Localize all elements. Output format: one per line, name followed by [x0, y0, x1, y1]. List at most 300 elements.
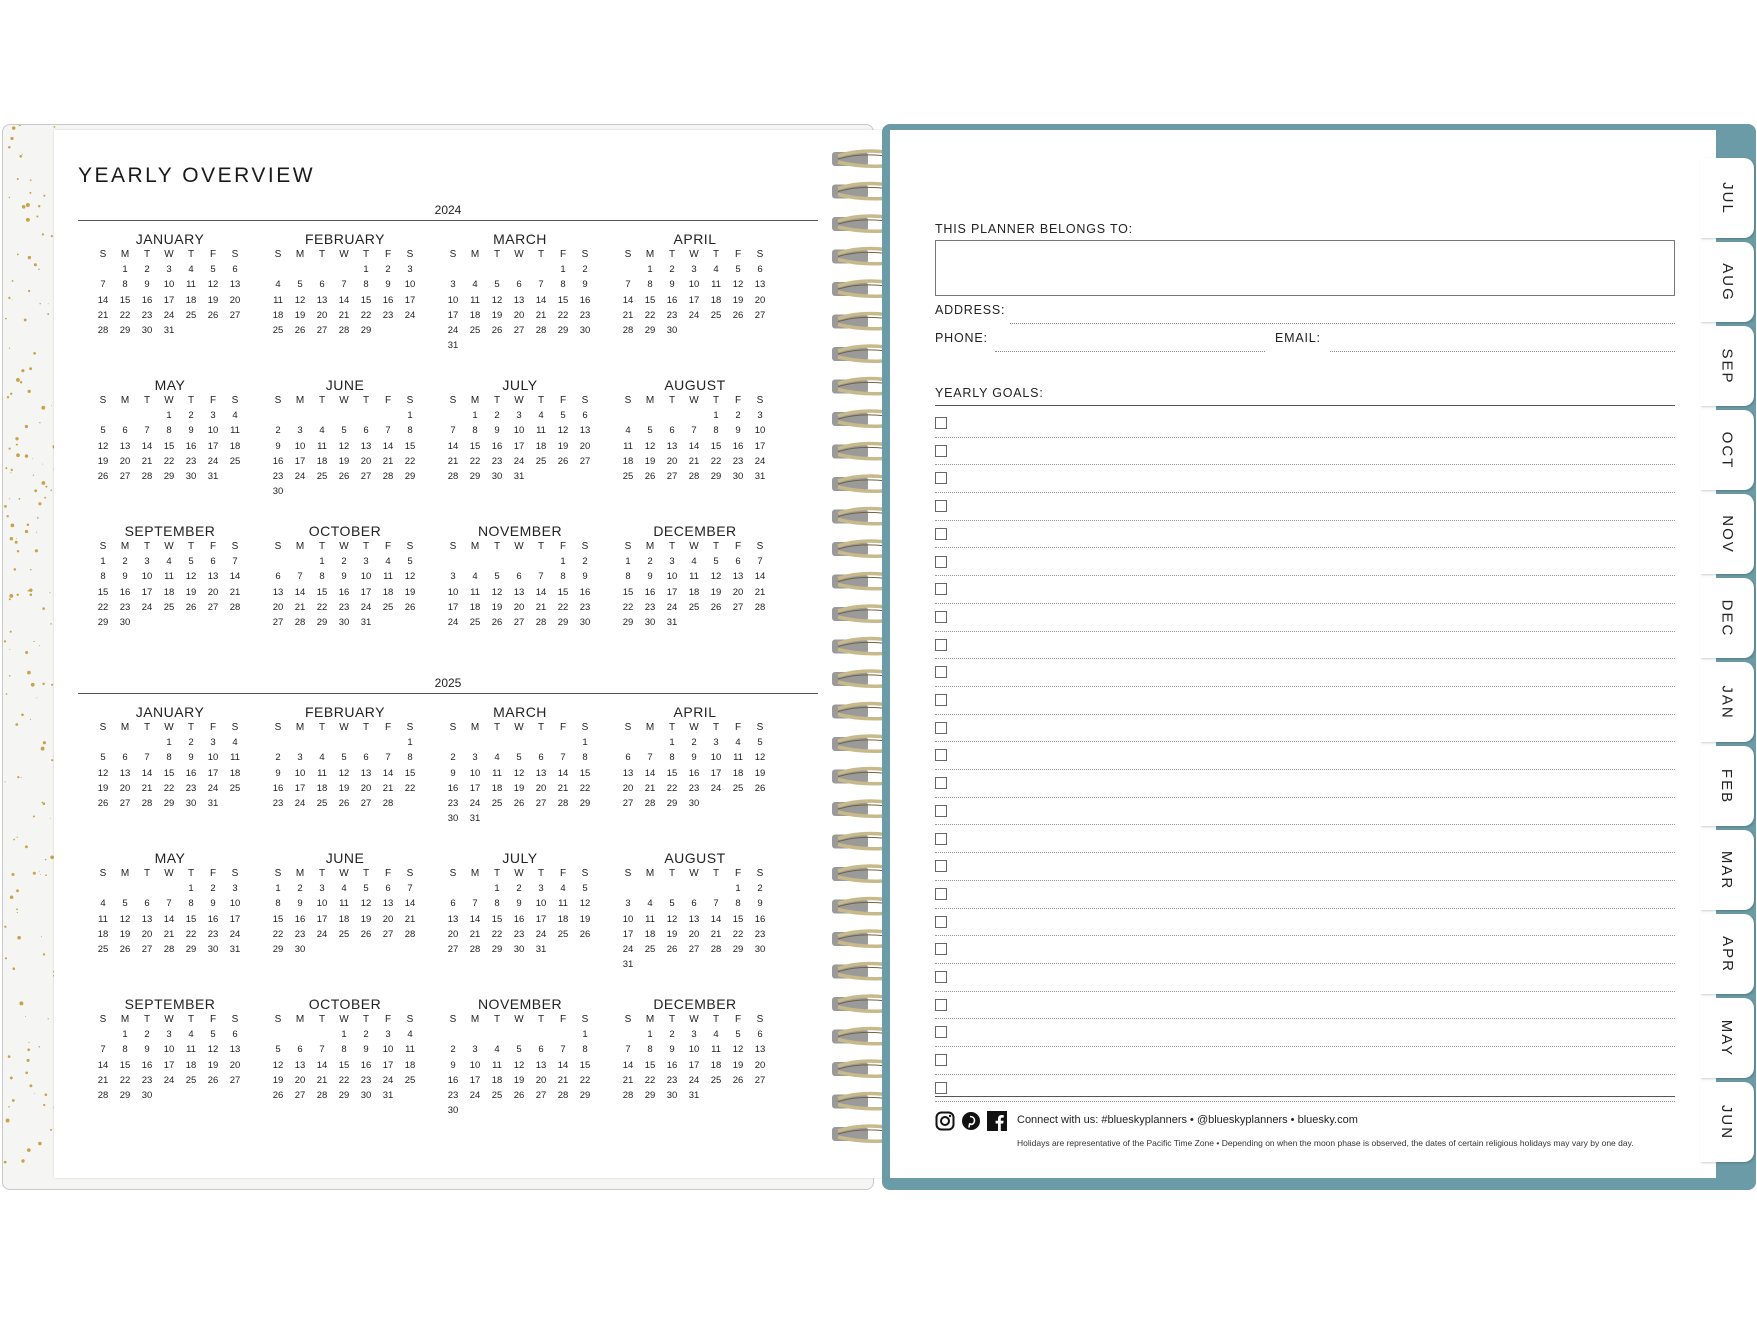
day-number: 27: [535, 1089, 547, 1101]
tab-apr[interactable]: [1700, 914, 1754, 994]
goal-checkbox[interactable]: [935, 749, 947, 761]
day-number: 19: [97, 455, 109, 467]
email-line[interactable]: [1330, 351, 1675, 352]
goal-checkbox[interactable]: [935, 500, 947, 512]
weekday-header: S: [624, 249, 632, 260]
speckle-dot: [17, 253, 19, 255]
weekday-header: T: [537, 868, 545, 879]
goal-checkbox[interactable]: [935, 445, 947, 457]
weekday-header: S: [624, 868, 632, 879]
email-label: EMAIL:: [1275, 331, 1321, 345]
day-number: 23: [447, 797, 459, 809]
day-number: 10: [447, 586, 459, 598]
day-number: 20: [732, 586, 744, 598]
day-number: 19: [360, 913, 372, 925]
day-number: 28: [535, 324, 547, 336]
day-number: 17: [622, 928, 634, 940]
speckle-dot: [28, 390, 31, 393]
speckle-dot: [21, 1159, 24, 1162]
day-number: 27: [754, 1074, 766, 1086]
speckle-dot: [15, 541, 18, 544]
speckle-dot: [42, 481, 46, 485]
day-number: 31: [207, 797, 219, 809]
day-number: 28: [382, 797, 394, 809]
day-number: 3: [450, 571, 456, 583]
speckle-dot: [34, 489, 37, 492]
day-number: 8: [713, 425, 719, 437]
speckle-dot: [27, 671, 31, 675]
day-number: 23: [666, 1074, 678, 1086]
weekday-header: T: [712, 395, 720, 406]
day-number: 23: [360, 1074, 372, 1086]
speckle-dot: [16, 538, 17, 539]
day-number: 31: [207, 470, 219, 482]
day-number: 25: [316, 470, 328, 482]
month-name: NOVEMBER: [477, 523, 563, 539]
day-number: 26: [644, 470, 656, 482]
address-line[interactable]: [1010, 323, 1675, 324]
month-calendar: [261, 704, 429, 836]
day-number: 5: [188, 556, 194, 568]
goal-row[interactable]: [935, 576, 1675, 604]
day-number: 22: [557, 309, 569, 321]
day-number: 28: [754, 601, 766, 613]
weekday-header: W: [339, 1014, 349, 1025]
day-number: 8: [669, 752, 675, 764]
speckle-dot: [39, 303, 40, 304]
day-number: 29: [185, 943, 197, 955]
weekday-header: S: [406, 395, 414, 406]
day-number: 15: [185, 913, 197, 925]
tab-jan[interactable]: [1700, 662, 1754, 742]
goal-checkbox[interactable]: [935, 777, 947, 789]
day-number: 15: [272, 913, 284, 925]
day-number: 2: [275, 752, 281, 764]
goal-checkbox[interactable]: [935, 472, 947, 484]
day-number: 2: [516, 883, 522, 895]
day-number: 8: [582, 752, 588, 764]
day-number: 12: [294, 294, 306, 306]
day-number: 5: [297, 279, 303, 291]
weekday-header: M: [120, 722, 130, 733]
tab-aug[interactable]: [1700, 242, 1754, 322]
empty-day: [508, 262, 530, 277]
goal-checkbox[interactable]: [935, 1054, 947, 1066]
goal-checkbox[interactable]: [935, 694, 947, 706]
tab-label: MAY: [1718, 1019, 1736, 1057]
weekday-header: S: [756, 395, 764, 406]
tab-feb[interactable]: [1700, 746, 1754, 826]
pinterest-icon[interactable]: [961, 1111, 981, 1131]
day-number: 4: [713, 1029, 719, 1041]
goal-row[interactable]: [935, 742, 1675, 770]
day-number: 3: [232, 883, 238, 895]
speckle-dot: [53, 126, 55, 128]
goal-row[interactable]: [935, 909, 1675, 937]
day-number: 29: [316, 616, 328, 628]
day-number: 3: [210, 737, 216, 749]
weekday-header: M: [645, 395, 655, 406]
day-number: 26: [732, 1074, 744, 1086]
goal-row[interactable]: [935, 632, 1675, 660]
day-number: 1: [407, 737, 413, 749]
day-number: 29: [119, 324, 131, 336]
day-number: 24: [754, 455, 766, 467]
day-number: 1: [735, 883, 741, 895]
day-number: 15: [163, 767, 175, 779]
day-number: 27: [732, 601, 744, 613]
goal-checkbox[interactable]: [935, 833, 947, 845]
day-number: 27: [447, 943, 459, 955]
day-number: 1: [122, 1029, 128, 1041]
goal-checkbox[interactable]: [935, 999, 947, 1011]
tab-nov[interactable]: [1700, 494, 1754, 574]
weekday-header: T: [143, 395, 151, 406]
day-number: 14: [622, 294, 634, 306]
speckle-dot: [27, 1059, 30, 1062]
weekday-header: S: [274, 1014, 282, 1025]
day-number: 26: [754, 782, 766, 794]
goal-row[interactable]: [935, 770, 1675, 798]
day-number: 24: [141, 601, 153, 613]
day-number: 24: [710, 782, 722, 794]
day-number: 4: [625, 425, 631, 437]
speckle-dot: [29, 192, 31, 194]
day-number: 4: [647, 898, 653, 910]
goal-row[interactable]: [935, 410, 1675, 438]
speckle-dot: [45, 486, 47, 488]
day-number: 21: [688, 455, 700, 467]
day-number: 28: [294, 616, 306, 628]
speckle-dot: [13, 839, 15, 841]
tab-may[interactable]: [1700, 998, 1754, 1078]
day-number: 9: [669, 1044, 675, 1056]
weekday-header: T: [318, 868, 326, 879]
day-number: 9: [275, 440, 281, 452]
day-number: 23: [141, 1074, 153, 1086]
day-number: 30: [754, 943, 766, 955]
day-number: 21: [141, 782, 153, 794]
empty-day: [289, 262, 311, 277]
day-number: 16: [666, 294, 678, 306]
goal-checkbox[interactable]: [935, 583, 947, 595]
speckle-dot: [16, 594, 18, 596]
speckle-dot: [33, 815, 35, 817]
speckle-dot: [24, 318, 27, 321]
month-calendar: [436, 850, 604, 982]
tab-dec[interactable]: [1700, 578, 1754, 658]
day-number: 30: [119, 616, 131, 628]
goal-checkbox[interactable]: [935, 971, 947, 983]
day-number: 26: [557, 455, 569, 467]
month-name: SEPTEMBER: [124, 523, 216, 539]
tab-oct[interactable]: [1700, 410, 1754, 490]
day-number: 1: [319, 556, 325, 568]
speckle-dot: [36, 532, 37, 533]
day-number: 11: [689, 571, 699, 583]
day-number: 13: [119, 767, 131, 779]
day-number: 25: [710, 1074, 722, 1086]
goal-checkbox[interactable]: [935, 860, 947, 872]
day-number: 24: [207, 782, 219, 794]
day-number: 2: [341, 556, 347, 568]
weekday-header: T: [318, 1014, 326, 1025]
day-number: 9: [188, 752, 194, 764]
weekday-header: W: [689, 868, 699, 879]
day-number: 12: [185, 571, 197, 583]
goal-row[interactable]: [935, 438, 1675, 466]
weekday-header: S: [99, 1014, 107, 1025]
goal-checkbox[interactable]: [935, 1082, 947, 1094]
tab-mar[interactable]: [1700, 830, 1754, 910]
day-number: 1: [647, 264, 653, 276]
goal-checkbox[interactable]: [935, 916, 947, 928]
speckle-dot: [12, 299, 13, 300]
day-number: 16: [491, 440, 503, 452]
day-number: 25: [272, 324, 284, 336]
day-number: 24: [622, 943, 634, 955]
day-number: 23: [579, 309, 591, 321]
weekday-header: S: [406, 1014, 414, 1025]
goal-checkbox[interactable]: [935, 417, 947, 429]
day-number: 14: [229, 571, 241, 583]
speckle-dot: [9, 197, 10, 198]
day-number: 12: [710, 571, 722, 583]
goal-row[interactable]: [935, 465, 1675, 493]
day-number: 6: [516, 571, 522, 583]
goal-row[interactable]: [935, 687, 1675, 715]
day-number: 25: [469, 616, 481, 628]
goal-checkbox[interactable]: [935, 943, 947, 955]
weekday-header: F: [384, 868, 392, 879]
day-number: 1: [166, 410, 172, 422]
day-number: 27: [754, 309, 766, 321]
day-number: 22: [469, 455, 481, 467]
day-number: 27: [229, 309, 241, 321]
goal-row[interactable]: [935, 659, 1675, 687]
phone-line[interactable]: [995, 351, 1265, 352]
weekday-header: S: [756, 868, 764, 879]
day-number: 8: [341, 1044, 347, 1056]
month-calendar: [436, 231, 604, 363]
goal-row[interactable]: [935, 1075, 1675, 1103]
day-number: 21: [141, 455, 153, 467]
goal-row[interactable]: [935, 715, 1675, 743]
year-block-2025: [78, 675, 818, 1128]
speckle-dot: [43, 953, 45, 955]
empty-day: [289, 735, 311, 750]
speckle-dot: [29, 367, 32, 370]
day-number: 12: [644, 440, 656, 452]
goal-row[interactable]: [935, 936, 1675, 964]
speckle-dot: [30, 179, 32, 181]
facebook-icon[interactable]: [987, 1111, 1007, 1131]
weekday-header: M: [470, 868, 480, 879]
day-number: 30: [513, 943, 525, 955]
tab-label: MAR: [1718, 850, 1736, 890]
day-number: 11: [98, 913, 108, 925]
speckle-dot: [27, 524, 30, 527]
goal-row[interactable]: [935, 853, 1675, 881]
goal-row[interactable]: [935, 1019, 1675, 1047]
weekday-header: S: [231, 249, 239, 260]
day-number: 14: [97, 294, 109, 306]
day-number: 21: [97, 309, 109, 321]
goal-checkbox[interactable]: [935, 888, 947, 900]
weekday-header: S: [231, 722, 239, 733]
speckle-dot: [10, 895, 14, 899]
day-number: 15: [710, 440, 722, 452]
tab-jun[interactable]: [1700, 1082, 1754, 1162]
address-label: ADDRESS:: [935, 303, 1006, 317]
goal-row[interactable]: [935, 1047, 1675, 1075]
tab-sep[interactable]: [1700, 326, 1754, 406]
day-number: 30: [185, 797, 197, 809]
month-name: OCTOBER: [308, 996, 382, 1012]
goal-row[interactable]: [935, 604, 1675, 632]
empty-day: [289, 1027, 311, 1042]
day-number: 7: [647, 752, 653, 764]
day-number: 10: [294, 440, 306, 452]
weekday-header: F: [209, 868, 217, 879]
goal-row[interactable]: [935, 549, 1675, 577]
day-number: 8: [122, 279, 128, 291]
weekday-header: F: [384, 249, 392, 260]
weekday-header: S: [99, 722, 107, 733]
speckle-dot: [38, 1142, 42, 1146]
day-number: 23: [272, 797, 284, 809]
day-number: 25: [229, 782, 241, 794]
day-number: 5: [494, 571, 500, 583]
empty-day: [92, 735, 114, 750]
day-number: 13: [447, 913, 459, 925]
goal-checkbox[interactable]: [935, 639, 947, 651]
month-calendar: [261, 850, 429, 982]
weekday-header: F: [734, 249, 742, 260]
day-number: 28: [535, 616, 547, 628]
day-number: 4: [407, 1029, 413, 1041]
month-name: JANUARY: [135, 231, 205, 247]
owner-name-field[interactable]: [935, 240, 1675, 296]
month-calendar: [436, 704, 604, 836]
goal-checkbox[interactable]: [935, 611, 947, 623]
day-number: 13: [272, 586, 284, 598]
weekday-header: W: [689, 395, 699, 406]
day-number: 11: [317, 440, 327, 452]
tab-label: JUN: [1718, 1104, 1736, 1140]
day-number: 28: [97, 324, 109, 336]
weekday-header: T: [712, 1014, 720, 1025]
day-number: 28: [97, 1089, 109, 1101]
speckle-dot: [4, 1161, 7, 1164]
month-name: OCTOBER: [308, 523, 382, 539]
speckle-dot: [5, 957, 7, 959]
speckle-dot: [33, 475, 34, 476]
day-number: 22: [360, 309, 372, 321]
day-number: 26: [97, 797, 109, 809]
day-number: 3: [691, 1029, 697, 1041]
weekday-header: T: [143, 722, 151, 733]
day-number: 17: [360, 586, 372, 598]
goal-checkbox[interactable]: [935, 805, 947, 817]
weekday-header: T: [143, 249, 151, 260]
day-number: 20: [447, 928, 459, 940]
goal-checkbox[interactable]: [935, 528, 947, 540]
day-number: 29: [557, 324, 569, 336]
goal-checkbox[interactable]: [935, 556, 947, 568]
speckle-dot: [43, 1104, 45, 1106]
weekday-header: F: [559, 541, 567, 552]
day-number: 8: [166, 752, 172, 764]
day-number: 31: [622, 959, 634, 971]
goal-row[interactable]: [935, 798, 1675, 826]
day-number: 16: [294, 913, 306, 925]
weekday-header: S: [231, 395, 239, 406]
weekday-header: F: [209, 722, 217, 733]
day-number: 15: [491, 913, 503, 925]
day-number: 4: [232, 737, 238, 749]
weekday-header: S: [274, 722, 282, 733]
weekday-header: F: [734, 722, 742, 733]
goal-checkbox[interactable]: [935, 1026, 947, 1038]
goal-row[interactable]: [935, 964, 1675, 992]
day-number: 11: [339, 898, 349, 910]
goal-row[interactable]: [935, 521, 1675, 549]
day-number: 5: [210, 264, 216, 276]
day-number: 6: [122, 752, 128, 764]
day-number: 25: [491, 1089, 503, 1101]
goal-row[interactable]: [935, 826, 1675, 854]
instagram-icon[interactable]: [935, 1111, 955, 1131]
day-number: 9: [188, 425, 194, 437]
day-number: 11: [536, 425, 546, 437]
day-number: 8: [582, 1044, 588, 1056]
empty-day: [639, 408, 661, 423]
day-number: 25: [644, 943, 656, 955]
day-number: 6: [450, 898, 456, 910]
day-number: 21: [229, 586, 241, 598]
day-number: 28: [469, 943, 481, 955]
tab-jul[interactable]: [1700, 158, 1754, 238]
goal-checkbox[interactable]: [935, 722, 947, 734]
goal-row[interactable]: [935, 881, 1675, 909]
weekday-header: S: [231, 1014, 239, 1025]
day-number: 1: [669, 737, 675, 749]
day-number: 21: [644, 782, 656, 794]
weekday-header: M: [120, 1014, 130, 1025]
weekday-header: S: [99, 868, 107, 879]
speckle-dot: [15, 437, 18, 440]
goal-row[interactable]: [935, 493, 1675, 521]
day-number: 29: [622, 616, 634, 628]
speckle-dot: [26, 203, 30, 207]
day-number: 2: [297, 883, 303, 895]
day-number: 16: [119, 586, 131, 598]
day-number: 10: [688, 279, 700, 291]
speckle-dot: [50, 1129, 52, 1131]
day-number: 21: [382, 455, 394, 467]
empty-day: [464, 1027, 486, 1042]
goal-row[interactable]: [935, 992, 1675, 1020]
speckle-dot: [15, 723, 18, 726]
goal-checkbox[interactable]: [935, 666, 947, 678]
weekday-header: F: [734, 395, 742, 406]
month-name: MAY: [154, 377, 186, 393]
speckle-dot: [38, 502, 41, 505]
day-number: 12: [207, 279, 219, 291]
day-number: 15: [579, 767, 591, 779]
day-number: 14: [294, 586, 306, 598]
